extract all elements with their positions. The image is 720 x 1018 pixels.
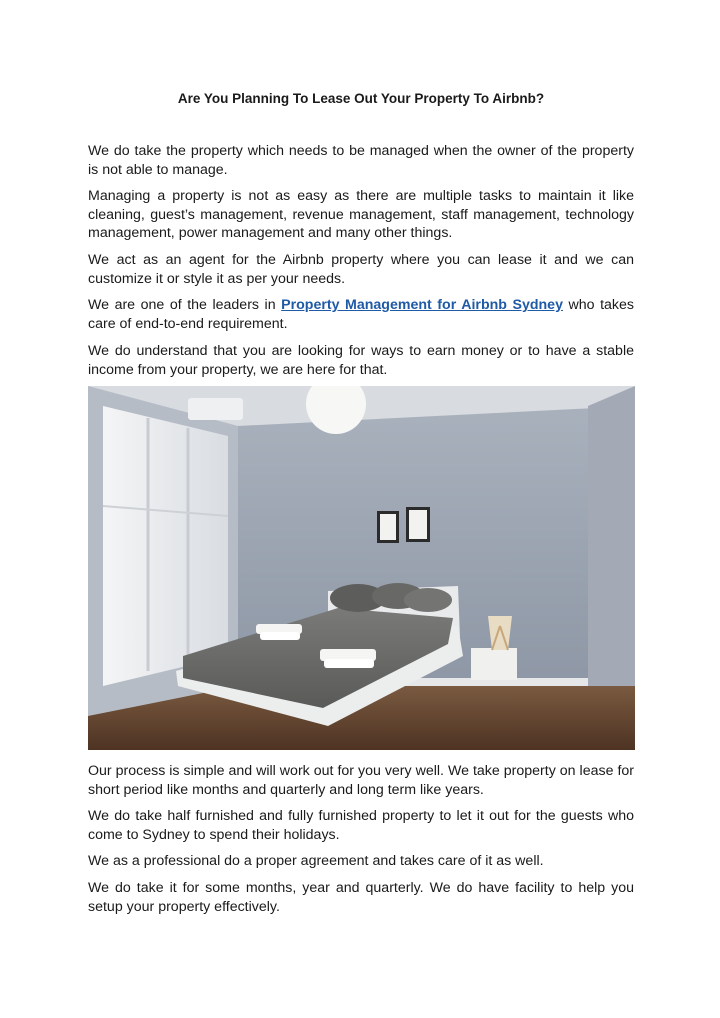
paragraph-managing-tasks: Managing a property is not as easy as there are multiple tasks to maintain it like cleaning, guest’s management, revenue management, staff management, technology management, power management and many other things. (88, 188, 634, 241)
property-management-link[interactable]: Property Management for Airbnb Sydney (281, 297, 563, 313)
paragraph-income: We do understand that you are looking for ways to earn money or to have a stable income from your property, we are here for that. (88, 343, 634, 378)
paragraph-furnished: We do take half furnished and fully furnished property to let it out for the guests who come to Sydney to spend their holidays. (88, 808, 634, 843)
paragraph-agreement: We as a professional do a proper agreement and takes care of it as well. (88, 853, 544, 869)
paragraph-leaders (88, 296, 634, 333)
paragraph-process: Our process is simple and will work out for you very well. We take property on lease for short period like months and quarterly and long term like years. (88, 763, 634, 798)
leaders-text-before: We are one of the leaders in (88, 297, 282, 313)
paragraph-managed-property: We do take the property which needs to be managed when the owner of the property is not able to manage. (88, 143, 634, 178)
paragraph-facility: We do take it for some months, year and quarterly. We do have facility to help you setup your property effectively. (88, 880, 634, 915)
paragraph-agent: We act as an agent for the Airbnb property where you can lease it and we can customize it or style it as per your needs. (88, 252, 634, 287)
page-title: Are You Planning To Lease Out Your Property To Airbnb? (177, 91, 545, 106)
leaders-text-after: who takes care of end-to-end requirement. (88, 297, 634, 332)
bedroom-photo (88, 386, 635, 750)
